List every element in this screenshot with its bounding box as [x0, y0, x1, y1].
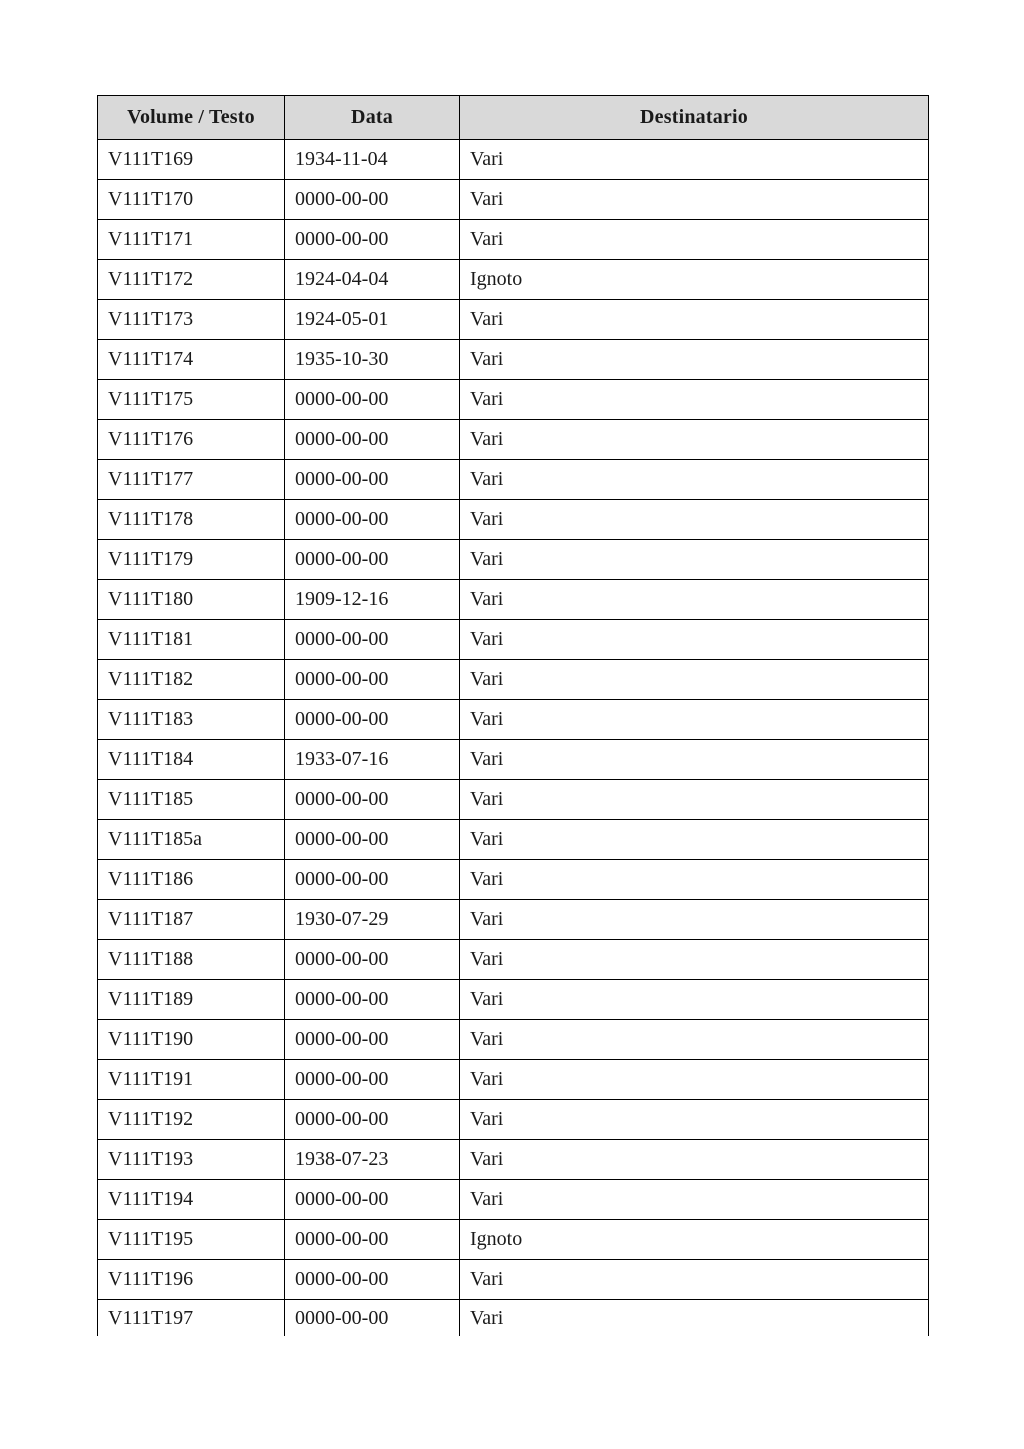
- cell-volume-testo: V111T171: [98, 220, 285, 260]
- cell-destinatario: Vari: [460, 540, 929, 580]
- cell-destinatario: Vari: [460, 780, 929, 820]
- table-row: [98, 220, 929, 260]
- cell-destinatario: Vari: [460, 1260, 929, 1300]
- cell-volume-testo: V111T189: [98, 980, 285, 1020]
- cell-destinatario: Vari: [460, 220, 929, 260]
- cell-destinatario: Ignoto: [460, 260, 929, 300]
- cell-volume-testo: V111T177: [98, 460, 285, 500]
- document-page: [97, 95, 928, 1336]
- table-row: [98, 740, 929, 780]
- table-row: [98, 180, 929, 220]
- table-row: [98, 980, 929, 1020]
- cell-volume-testo: V111T190: [98, 1020, 285, 1060]
- cell-destinatario: Vari: [460, 1140, 929, 1180]
- table-row: [98, 500, 929, 540]
- cell-volume-testo: V111T186: [98, 860, 285, 900]
- cell-volume-testo: V111T180: [98, 580, 285, 620]
- table-row: [98, 380, 929, 420]
- cell-data: 0000-00-00: [285, 1300, 460, 1337]
- table-row: [98, 820, 929, 860]
- table-row: [98, 340, 929, 380]
- cell-destinatario: Vari: [460, 1100, 929, 1140]
- table-row: [98, 1020, 929, 1060]
- cell-data: 0000-00-00: [285, 1060, 460, 1100]
- cell-volume-testo: V111T196: [98, 1260, 285, 1300]
- cell-destinatario: Vari: [460, 860, 929, 900]
- cell-volume-testo: V111T197: [98, 1300, 285, 1337]
- cell-destinatario: Vari: [460, 620, 929, 660]
- cell-destinatario: Vari: [460, 1060, 929, 1100]
- cell-volume-testo: V111T188: [98, 940, 285, 980]
- table-row: [98, 420, 929, 460]
- cell-volume-testo: V111T179: [98, 540, 285, 580]
- cell-data: 1924-04-04: [285, 260, 460, 300]
- cell-data: 0000-00-00: [285, 1180, 460, 1220]
- table-row: [98, 700, 929, 740]
- cell-destinatario: Vari: [460, 420, 929, 460]
- cell-data: 0000-00-00: [285, 860, 460, 900]
- cell-volume-testo: V111T172: [98, 260, 285, 300]
- cell-destinatario: Vari: [460, 1300, 929, 1337]
- cell-data: 0000-00-00: [285, 540, 460, 580]
- column-header-data: Data: [285, 96, 460, 140]
- cell-volume-testo: V111T174: [98, 340, 285, 380]
- cell-destinatario: Vari: [460, 380, 929, 420]
- table-row: [98, 1220, 929, 1260]
- cell-data: 0000-00-00: [285, 500, 460, 540]
- table-row: [98, 1140, 929, 1180]
- table-row: [98, 580, 929, 620]
- cell-destinatario: Vari: [460, 580, 929, 620]
- cell-data: 0000-00-00: [285, 1100, 460, 1140]
- cell-destinatario: Vari: [460, 740, 929, 780]
- table-row: [98, 940, 929, 980]
- cell-data: 0000-00-00: [285, 1260, 460, 1300]
- cell-volume-testo: V111T173: [98, 300, 285, 340]
- table-row: [98, 300, 929, 340]
- cell-data: 0000-00-00: [285, 1220, 460, 1260]
- cell-data: 0000-00-00: [285, 420, 460, 460]
- cell-volume-testo: V111T184: [98, 740, 285, 780]
- cell-data: 0000-00-00: [285, 1020, 460, 1060]
- cell-data: 0000-00-00: [285, 660, 460, 700]
- table-row: [98, 1100, 929, 1140]
- cell-volume-testo: V111T195: [98, 1220, 285, 1260]
- table-row: [98, 620, 929, 660]
- cell-data: 0000-00-00: [285, 380, 460, 420]
- cell-volume-testo: V111T187: [98, 900, 285, 940]
- cell-data: 0000-00-00: [285, 180, 460, 220]
- cell-volume-testo: V111T193: [98, 1140, 285, 1180]
- cell-destinatario: Vari: [460, 980, 929, 1020]
- cell-destinatario: Vari: [460, 500, 929, 540]
- table-row: [98, 1060, 929, 1100]
- table-row: [98, 660, 929, 700]
- cell-destinatario: Vari: [460, 460, 929, 500]
- table-row: [98, 540, 929, 580]
- table-row: [98, 860, 929, 900]
- table-row: [98, 900, 929, 940]
- cell-volume-testo: V111T170: [98, 180, 285, 220]
- cell-volume-testo: V111T194: [98, 1180, 285, 1220]
- cell-volume-testo: V111T175: [98, 380, 285, 420]
- cell-volume-testo: V111T176: [98, 420, 285, 460]
- cell-volume-testo: V111T182: [98, 660, 285, 700]
- cell-data: 1909-12-16: [285, 580, 460, 620]
- cell-destinatario: Vari: [460, 140, 929, 180]
- table-row: [98, 140, 929, 180]
- cell-volume-testo: V111T178: [98, 500, 285, 540]
- table-row: [98, 1260, 929, 1300]
- cell-destinatario: Ignoto: [460, 1220, 929, 1260]
- cell-data: 0000-00-00: [285, 460, 460, 500]
- cell-volume-testo: V111T191: [98, 1060, 285, 1100]
- column-header-volume-testo: Volume / Testo: [98, 96, 285, 140]
- cell-destinatario: Vari: [460, 300, 929, 340]
- table-row: [98, 1180, 929, 1220]
- cell-data: 1934-11-04: [285, 140, 460, 180]
- cell-volume-testo: V111T185a: [98, 820, 285, 860]
- table-row: [98, 1300, 929, 1337]
- cell-destinatario: Vari: [460, 660, 929, 700]
- cell-destinatario: Vari: [460, 340, 929, 380]
- cell-data: 0000-00-00: [285, 620, 460, 660]
- cell-destinatario: Vari: [460, 1180, 929, 1220]
- cell-destinatario: Vari: [460, 900, 929, 940]
- cell-volume-testo: V111T185: [98, 780, 285, 820]
- cell-data: 1924-05-01: [285, 300, 460, 340]
- volumes-table: [97, 95, 929, 1336]
- cell-data: 0000-00-00: [285, 820, 460, 860]
- cell-data: 0000-00-00: [285, 980, 460, 1020]
- column-header-destinatario: Destinatario: [460, 96, 929, 140]
- cell-destinatario: Vari: [460, 1020, 929, 1060]
- cell-destinatario: Vari: [460, 820, 929, 860]
- table-header-row: [98, 96, 929, 140]
- cell-volume-testo: V111T181: [98, 620, 285, 660]
- cell-data: 0000-00-00: [285, 700, 460, 740]
- cell-data: 0000-00-00: [285, 780, 460, 820]
- table-body: [98, 140, 929, 1337]
- cell-volume-testo: V111T192: [98, 1100, 285, 1140]
- cell-data: 1935-10-30: [285, 340, 460, 380]
- cell-volume-testo: V111T169: [98, 140, 285, 180]
- cell-destinatario: Vari: [460, 700, 929, 740]
- cell-volume-testo: V111T183: [98, 700, 285, 740]
- cell-data: 1938-07-23: [285, 1140, 460, 1180]
- table-row: [98, 460, 929, 500]
- cell-data: 0000-00-00: [285, 220, 460, 260]
- cell-data: 1930-07-29: [285, 900, 460, 940]
- table-row: [98, 780, 929, 820]
- cell-data: 1933-07-16: [285, 740, 460, 780]
- cell-data: 0000-00-00: [285, 940, 460, 980]
- cell-destinatario: Vari: [460, 180, 929, 220]
- table-row: [98, 260, 929, 300]
- cell-destinatario: Vari: [460, 940, 929, 980]
